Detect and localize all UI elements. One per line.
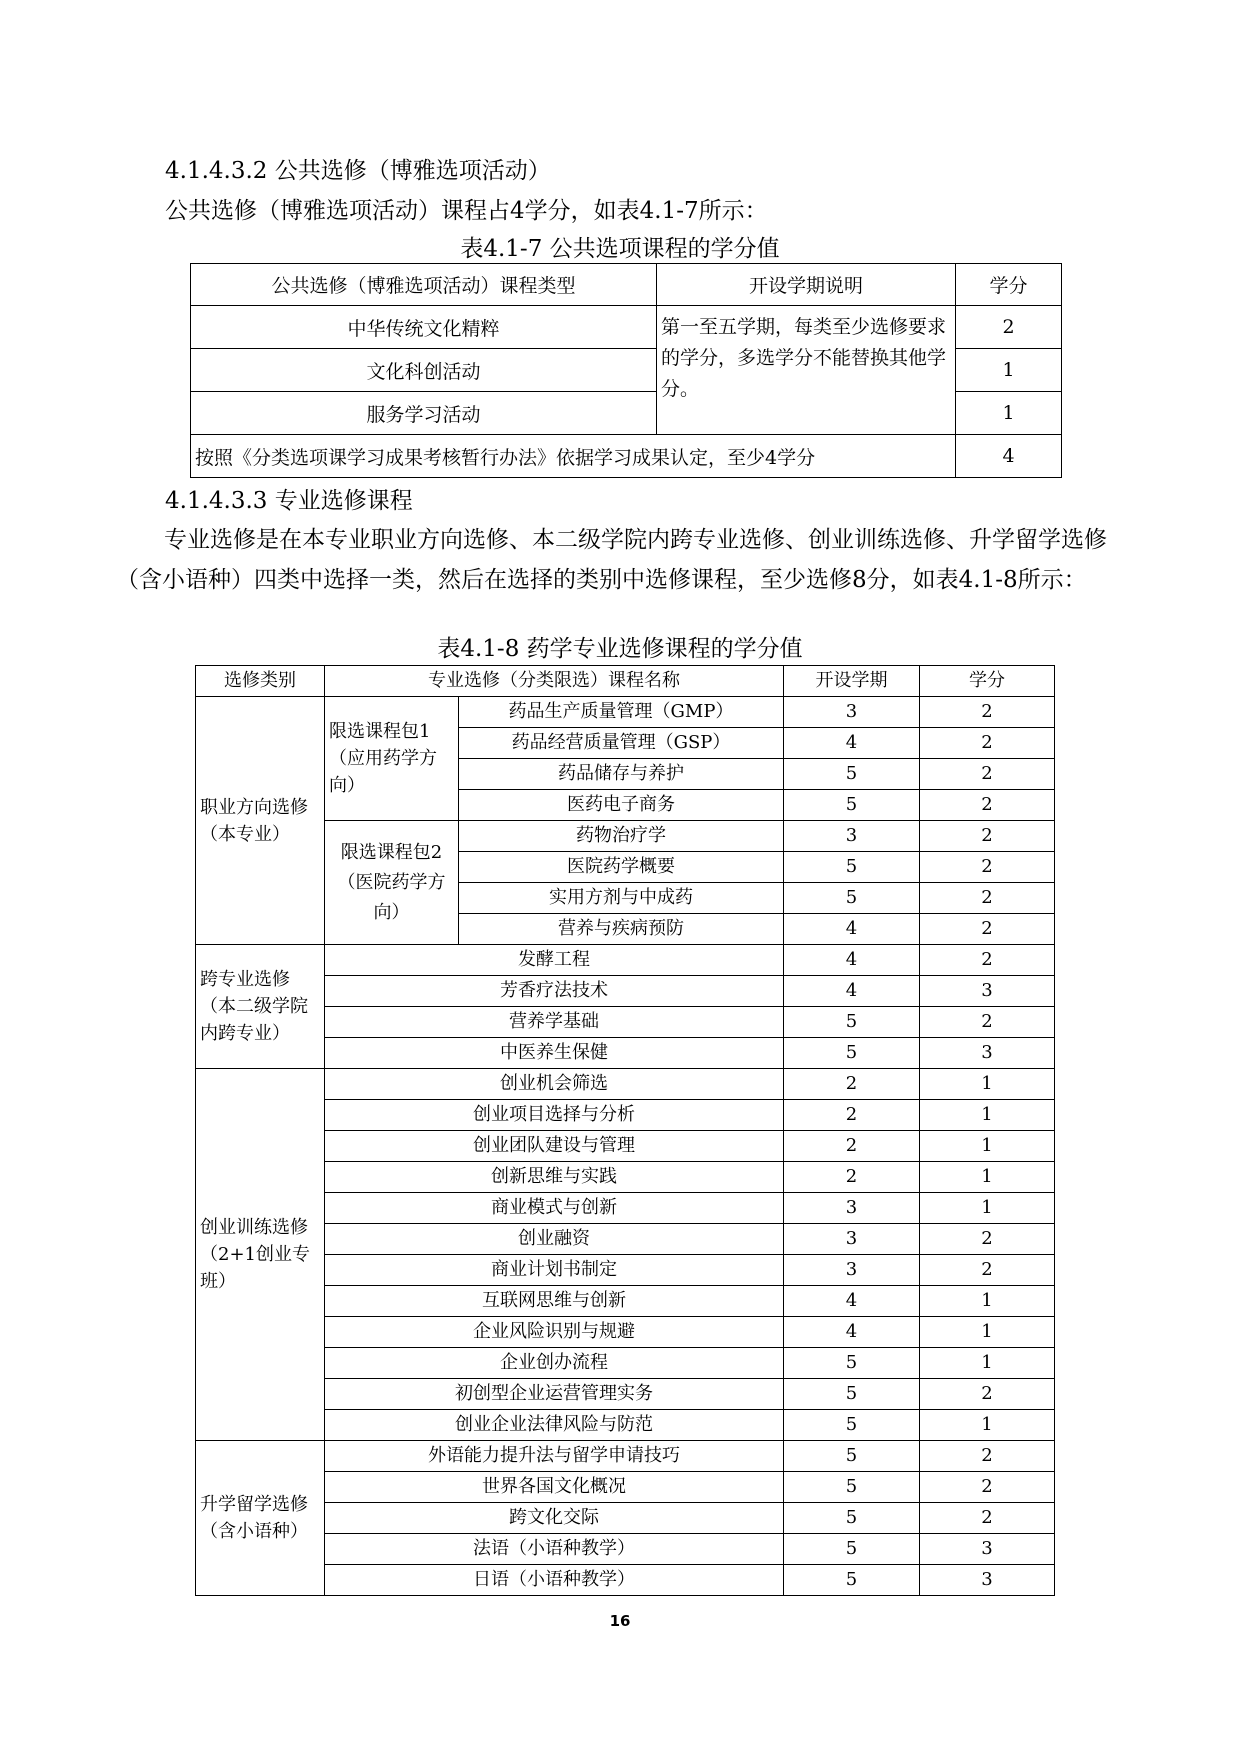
course-name: 药品经营质量管理（GSP） — [459, 728, 784, 759]
course-credit: 2 — [920, 852, 1055, 883]
course-term: 5 — [784, 1379, 920, 1410]
course-name: 实用方剂与中成药 — [459, 883, 784, 914]
course-term: 3 — [784, 1255, 920, 1286]
course-credit: 2 — [920, 790, 1055, 821]
header-term: 开设学期 — [784, 666, 920, 697]
header-course-type: 公共选修（博雅选项活动）课程类型 — [191, 264, 657, 306]
header-credit: 学分 — [956, 264, 1062, 306]
course-credit: 3 — [920, 1534, 1055, 1565]
course-name: 营养学基础 — [325, 1007, 784, 1038]
course-credit: 1 — [920, 1348, 1055, 1379]
header-term-note: 开设学期说明 — [657, 264, 956, 306]
course-credit: 2 — [920, 1255, 1055, 1286]
course-name: 企业创办流程 — [325, 1348, 784, 1379]
header-category: 选修类别 — [196, 666, 325, 697]
table-row — [196, 1441, 1055, 1472]
course-term: 2 — [784, 1162, 920, 1193]
table-row — [196, 1038, 1055, 1069]
section-heading-4-1-4-3-2: 4.1.4.3.2 公共选修（博雅选项活动） — [165, 158, 551, 184]
table-row — [196, 697, 1055, 728]
table-row — [196, 1472, 1055, 1503]
table-row — [196, 1410, 1055, 1441]
course-term: 3 — [784, 1193, 920, 1224]
course-name: 医院药学概要 — [459, 852, 784, 883]
course-credit: 1 — [920, 1162, 1055, 1193]
course-credit: 2 — [920, 697, 1055, 728]
table-row — [196, 1317, 1055, 1348]
table-row — [196, 1193, 1055, 1224]
course-term: 4 — [784, 976, 920, 1007]
table-row — [196, 1503, 1055, 1534]
table-row — [196, 1255, 1055, 1286]
category-study: 升学留学选修（含小语种） — [196, 1441, 325, 1596]
course-credit: 3 — [920, 1565, 1055, 1596]
table-row — [196, 1379, 1055, 1410]
course-term: 5 — [784, 1503, 920, 1534]
course-credit: 2 — [920, 1224, 1055, 1255]
course-name: 日语（小语种教学） — [325, 1565, 784, 1596]
course-term: 5 — [784, 759, 920, 790]
course-name: 芳香疗法技术 — [325, 976, 784, 1007]
table-row — [196, 821, 1055, 852]
table-row — [196, 1224, 1055, 1255]
table-major-elective — [195, 665, 1055, 1596]
course-type: 文化科创活动 — [191, 349, 657, 392]
credit: 1 — [956, 392, 1062, 435]
course-credit: 2 — [920, 821, 1055, 852]
package-1: 限选课程包1（应用药学方向） — [325, 697, 459, 821]
course-credit: 2 — [920, 759, 1055, 790]
table-row — [196, 1100, 1055, 1131]
course-name: 世界各国文化概况 — [325, 1472, 784, 1503]
course-credit: 2 — [920, 1007, 1055, 1038]
course-term: 2 — [784, 1069, 920, 1100]
course-name: 创业项目选择与分析 — [325, 1100, 784, 1131]
package-2: 限选课程包2（医院药学方向） — [325, 821, 459, 945]
table-public-elective — [190, 263, 1062, 478]
course-type: 服务学习活动 — [191, 392, 657, 435]
course-credit: 2 — [920, 914, 1055, 945]
page-number: 16 — [609, 1612, 631, 1630]
credit: 4 — [956, 435, 1062, 478]
course-term: 5 — [784, 1565, 920, 1596]
table-row — [196, 1131, 1055, 1162]
course-name: 法语（小语种教学） — [325, 1534, 784, 1565]
course-term: 2 — [784, 1100, 920, 1131]
credit: 2 — [956, 306, 1062, 349]
section-heading-4-1-4-3-3: 4.1.4.3.3 专业选修课程 — [165, 488, 413, 514]
table-header-row — [191, 264, 1062, 306]
course-name: 企业风险识别与规避 — [325, 1317, 784, 1348]
course-term: 5 — [784, 1472, 920, 1503]
course-term: 5 — [784, 852, 920, 883]
course-name: 创新思维与实践 — [325, 1162, 784, 1193]
table-row — [191, 306, 1062, 349]
course-name: 创业机会筛选 — [325, 1069, 784, 1100]
course-name: 创业融资 — [325, 1224, 784, 1255]
table-row — [196, 1286, 1055, 1317]
course-term: 3 — [784, 697, 920, 728]
course-term: 3 — [784, 1224, 920, 1255]
course-term: 4 — [784, 1286, 920, 1317]
course-term: 5 — [784, 883, 920, 914]
table-row — [196, 1007, 1055, 1038]
course-name: 互联网思维与创新 — [325, 1286, 784, 1317]
table-body — [196, 697, 1055, 1596]
table-row — [196, 1565, 1055, 1596]
course-credit: 1 — [920, 1100, 1055, 1131]
table-footer-row — [191, 435, 1062, 478]
course-term: 5 — [784, 1038, 920, 1069]
course-name: 发酵工程 — [325, 945, 784, 976]
table-row — [196, 1069, 1055, 1100]
course-name: 中医养生保健 — [325, 1038, 784, 1069]
course-term: 4 — [784, 728, 920, 759]
course-credit: 2 — [920, 1472, 1055, 1503]
course-term: 5 — [784, 1007, 920, 1038]
course-credit: 1 — [920, 1410, 1055, 1441]
course-name: 药品储存与养护 — [459, 759, 784, 790]
course-credit: 1 — [920, 1286, 1055, 1317]
credit: 1 — [956, 349, 1062, 392]
course-name: 外语能力提升法与留学申请技巧 — [325, 1441, 784, 1472]
course-credit: 3 — [920, 1038, 1055, 1069]
table-caption-4-1-7: 表4.1-7 公共选项课程的学分值 — [460, 236, 780, 262]
course-credit: 3 — [920, 976, 1055, 1007]
course-credit: 2 — [920, 945, 1055, 976]
course-term: 3 — [784, 821, 920, 852]
course-name: 商业模式与创新 — [325, 1193, 784, 1224]
course-term: 5 — [784, 1348, 920, 1379]
footer-note: 按照《分类选项课学习成果考核暂行办法》依据学习成果认定，至少4学分 — [191, 435, 956, 478]
course-type: 中华传统文化精粹 — [191, 306, 657, 349]
course-term: 5 — [784, 1441, 920, 1472]
term-note: 第一至五学期，每类至少选修要求的学分，多选学分不能替换其他学分。 — [657, 306, 956, 435]
header-credit: 学分 — [920, 666, 1055, 697]
paragraph-public-elective: 公共选修（博雅选项活动）课程占4学分，如表4.1-7所示： — [165, 198, 768, 224]
course-term: 5 — [784, 1410, 920, 1441]
table-row — [196, 1162, 1055, 1193]
course-term: 5 — [784, 790, 920, 821]
course-term: 2 — [784, 1131, 920, 1162]
course-name: 初创型企业运营管理实务 — [325, 1379, 784, 1410]
course-credit: 2 — [920, 728, 1055, 759]
course-name: 商业计划书制定 — [325, 1255, 784, 1286]
category-cross: 跨专业选修（本二级学院内跨专业） — [196, 945, 325, 1069]
course-name: 药物治疗学 — [459, 821, 784, 852]
table-header-row — [196, 666, 1055, 697]
course-credit: 1 — [920, 1317, 1055, 1348]
course-name: 创业团队建设与管理 — [325, 1131, 784, 1162]
course-name: 跨文化交际 — [325, 1503, 784, 1534]
course-credit: 2 — [920, 1503, 1055, 1534]
paragraph-major-elective: 专业选修是在本专业职业方向选修、本二级学院内跨专业选修、创业训练选修、升学留学选修（含小语种）四类中选择一类，然后在选择的类别中选修课程，至少选修8分，如表4.1-8所示： — [116, 527, 1107, 593]
table-row — [196, 1534, 1055, 1565]
category-career: 职业方向选修（本专业） — [196, 697, 325, 945]
table-row — [196, 1348, 1055, 1379]
course-name: 营养与疾病预防 — [459, 914, 784, 945]
course-credit: 2 — [920, 1441, 1055, 1472]
course-name: 药品生产质量管理（GMP） — [459, 697, 784, 728]
header-course-name: 专业选修（分类限选）课程名称 — [325, 666, 784, 697]
course-term: 4 — [784, 945, 920, 976]
table-caption-4-1-8: 表4.1-8 药学专业选修课程的学分值 — [437, 636, 803, 662]
table-row — [196, 945, 1055, 976]
course-name: 医药电子商务 — [459, 790, 784, 821]
course-term: 5 — [784, 1534, 920, 1565]
course-credit: 1 — [920, 1131, 1055, 1162]
course-credit: 1 — [920, 1193, 1055, 1224]
course-term: 4 — [784, 914, 920, 945]
table-row — [196, 976, 1055, 1007]
course-credit: 2 — [920, 1379, 1055, 1410]
course-term: 4 — [784, 1317, 920, 1348]
course-credit: 2 — [920, 883, 1055, 914]
course-name: 创业企业法律风险与防范 — [325, 1410, 784, 1441]
category-startup: 创业训练选修（2+1创业专班） — [196, 1069, 325, 1441]
course-credit: 1 — [920, 1069, 1055, 1100]
